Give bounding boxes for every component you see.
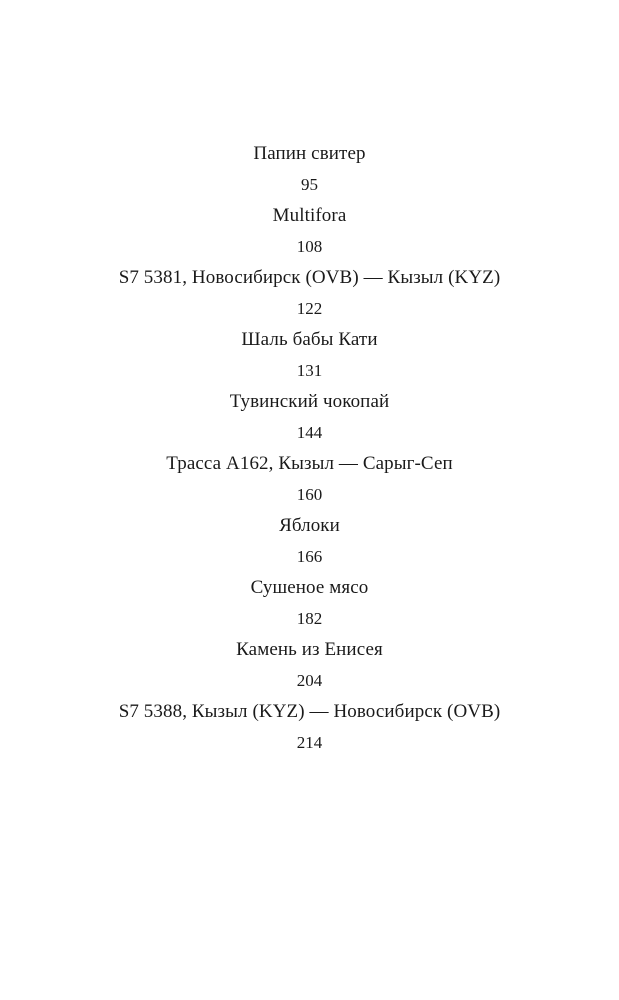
toc-entry-title: Папин свитер: [253, 143, 366, 164]
toc-entry-page-number: 131: [296, 361, 323, 380]
toc-entry-page-number: 144: [296, 423, 323, 442]
toc-entry: [0, 508, 619, 570]
toc-entry-page-number: 204: [296, 671, 323, 690]
toc-entry-page-number: 182: [296, 609, 323, 628]
toc-entry: [0, 632, 619, 694]
toc-entry-page-number: 214: [296, 733, 323, 752]
toc-entry-page-number: 122: [296, 299, 323, 318]
toc-entry-title: Тувинский чокопай: [229, 391, 390, 412]
toc-entry: [0, 136, 619, 198]
toc-entry-page-number: 160: [296, 485, 323, 504]
toc-entry: [0, 198, 619, 260]
toc-entry: [0, 446, 619, 508]
toc-entry: [0, 694, 619, 756]
toc-entry: [0, 570, 619, 632]
toc-entry-title: Яблоки: [279, 515, 340, 536]
toc-entry: [0, 260, 619, 322]
toc-entry-title: Multifora: [272, 205, 347, 226]
toc-entry-title: S7 5381, Новосибирск (OVB) — Кызыл (KYZ): [118, 267, 501, 288]
toc-entry-page-number: 166: [296, 547, 323, 566]
toc-entry-page-number: 95: [301, 175, 318, 194]
table-of-contents: [0, 136, 619, 756]
toc-entry-page-number: 108: [296, 237, 323, 256]
toc-entry: [0, 322, 619, 384]
toc-entry-title: S7 5388, Кызыл (KYZ) — Новосибирск (OVB): [118, 701, 501, 722]
toc-entry-title: Камень из Енисея: [236, 639, 383, 660]
toc-entry: [0, 384, 619, 446]
toc-entry-title: Шаль бабы Кати: [241, 329, 378, 350]
toc-entry-title: Сушеное мясо: [250, 577, 369, 598]
toc-entry-title: Трасса А162, Кызыл — Сарыг-Сеп: [166, 453, 453, 474]
